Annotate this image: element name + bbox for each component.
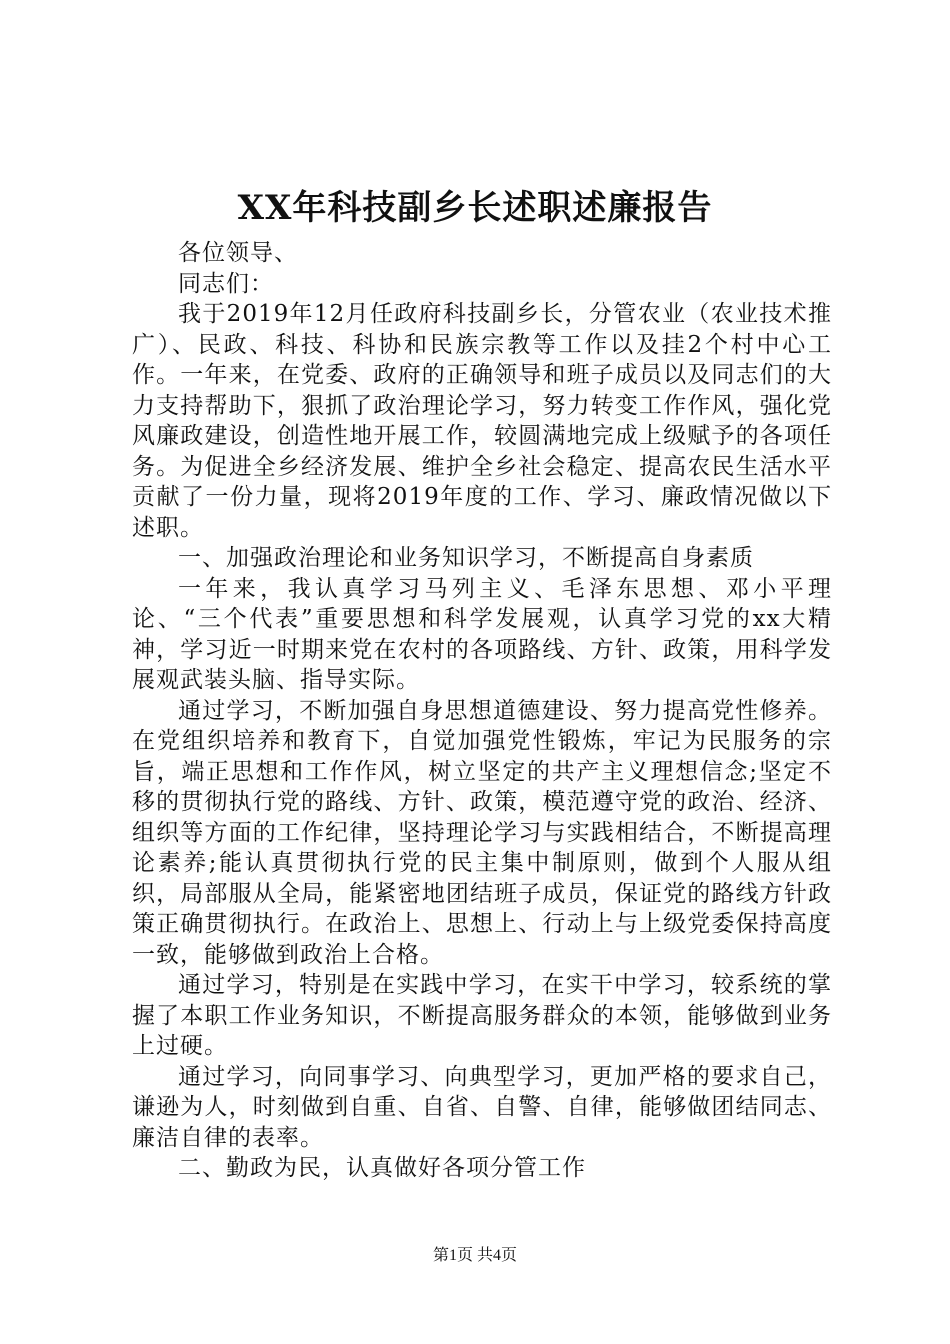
intro-paragraph: 我于2019年12月任政府科技副乡长，分管农业（农业技术推广）、民政、科技、科协和民族宗教等工作以及挂2个村中心工作。一年来，在党委、政府的正确领导和班子成员以及同志们的大力支持帮助下，狠抓了政治理论学习，努力转变工作作风，强化党风廉政建设，创造性地开展工作，较圆满地完成上级赋予的各项任务。为促进全乡经济发展、维护全乡社会稳定、提高农民生活水平贡献了一份力量，现将2019年度的工作、学习、廉政情况做以下述职。 [132, 301, 832, 541]
salutation-line-2: 同志们： [178, 270, 274, 297]
section-heading-2: 二、勤政为民，认真做好各项分管工作 [178, 1155, 586, 1181]
paragraph-learn-from-peers: 通过学习，向同事学习、向典型学习，更加严格的要求自己，谦逊为人，时刻做到自重、自省、自警、自律，能够做团结同志、廉洁自律的表率。 [132, 1063, 832, 1151]
salutation-line-1: 各位领导、 [178, 240, 298, 266]
section-heading-1: 一、加强政治理论和业务知识学习，不断提高自身素质 [178, 545, 754, 571]
document-title: XX年科技副乡长述职述廉报告 [237, 188, 713, 228]
page-number-footer: 第1页 共4页 [432, 1247, 517, 1264]
document-body [132, 238, 832, 1184]
paragraph-moral-building: 通过学习，不断加强自身思想道德建设、努力提高党性修养。在党组织培养和教育下，自觉加强党性锻炼，牢记为民服务的宗旨，端正思想和工作作风，树立坚定的共产主义理想信念;坚定不移的贯彻执行党的路线、方针、政策，模范遵守党的政治、经济、组织等方面的工作纪律，坚持理论学习与实践相结合，不断提高理论素养;能认真贯彻执行党的民主集中制原则，做到个人服从组织，局部服从全局，能紧密地团结班子成员，保证党的路线方针政策正确贯彻执行。在政治上、思想上、行动上与上级党委保持高度一致，能够做到政治上合格。 [132, 697, 832, 968]
paragraph-practice-learning: 通过学习，特别是在实践中学习，在实干中学习，较系统的掌握了本职工作业务知识，不断提高服务群众的本领，能够做到业务上过硬。 [132, 972, 832, 1059]
paragraph-study-theory: 一年来，我认真学习马列主义、毛泽东思想、邓小平理论、“三个代表”重要思想和科学发展观，认真学习党的xx大精神，学习近一时期来党在农村的各项路线、方针、政策，用科学发展观武装头脑、指导实际。 [132, 575, 832, 693]
